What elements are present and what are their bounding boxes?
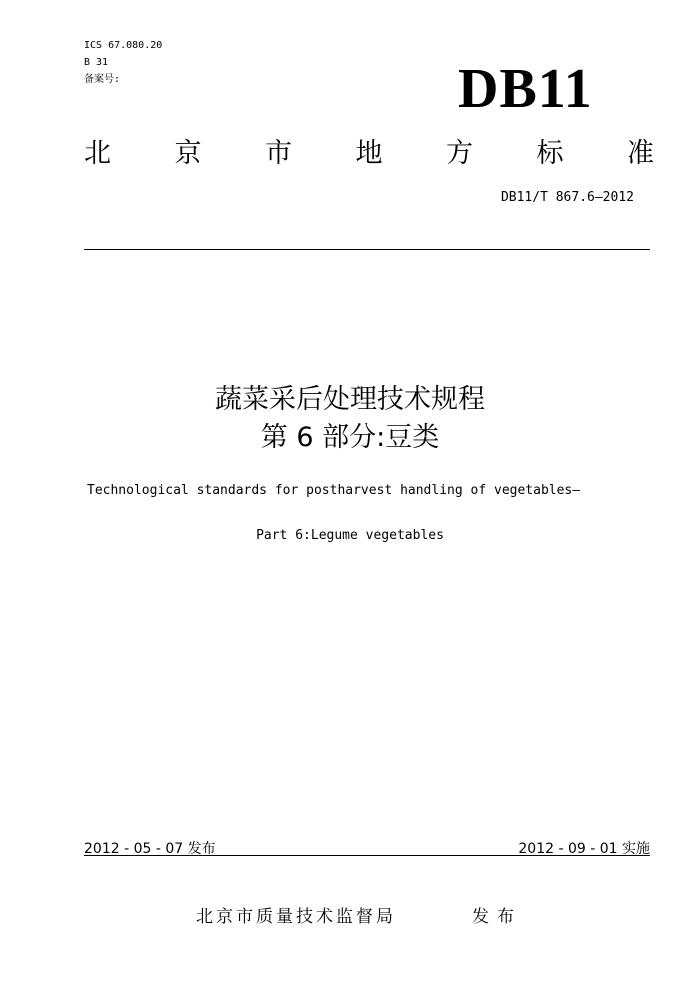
- standard-type-char: 北: [84, 138, 111, 169]
- publish-date: 2012 - 05 - 07 发布: [84, 841, 216, 857]
- standard-logo: DB11: [458, 58, 593, 120]
- standard-type-char: 市: [265, 138, 292, 169]
- standard-type-char: 京: [174, 138, 202, 169]
- effective-date: 2012 - 09 - 01 实施: [518, 841, 650, 857]
- document-subtitle: 第 6 部分:豆类: [260, 422, 440, 453]
- english-title: Technological standards for postharvest handling of vegetables—: [87, 483, 581, 498]
- document-title: 蔬菜采后处理技术规程: [215, 384, 485, 415]
- standard-type-heading: [84, 136, 654, 172]
- standard-type-char: 方: [446, 138, 473, 169]
- issue-label: 发布: [472, 907, 522, 927]
- standard-number: DB11/T 867.6—2012: [500, 190, 634, 205]
- header-divider: [84, 249, 650, 250]
- publisher-name: 北京市质量技术监督局: [196, 907, 396, 927]
- standard-type-char: 地: [355, 138, 383, 169]
- record-number-label: 备案号:: [84, 74, 121, 85]
- footer-divider: [84, 855, 650, 856]
- standard-type-char: 标: [536, 138, 564, 169]
- classification-block: [84, 37, 162, 88]
- ics-code: ICS 67.080.20: [84, 40, 163, 51]
- standard-type-char: 准: [627, 138, 654, 169]
- english-subtitle: Part 6:Legume vegetables: [256, 528, 444, 543]
- ccs-code: B 31: [84, 57, 109, 68]
